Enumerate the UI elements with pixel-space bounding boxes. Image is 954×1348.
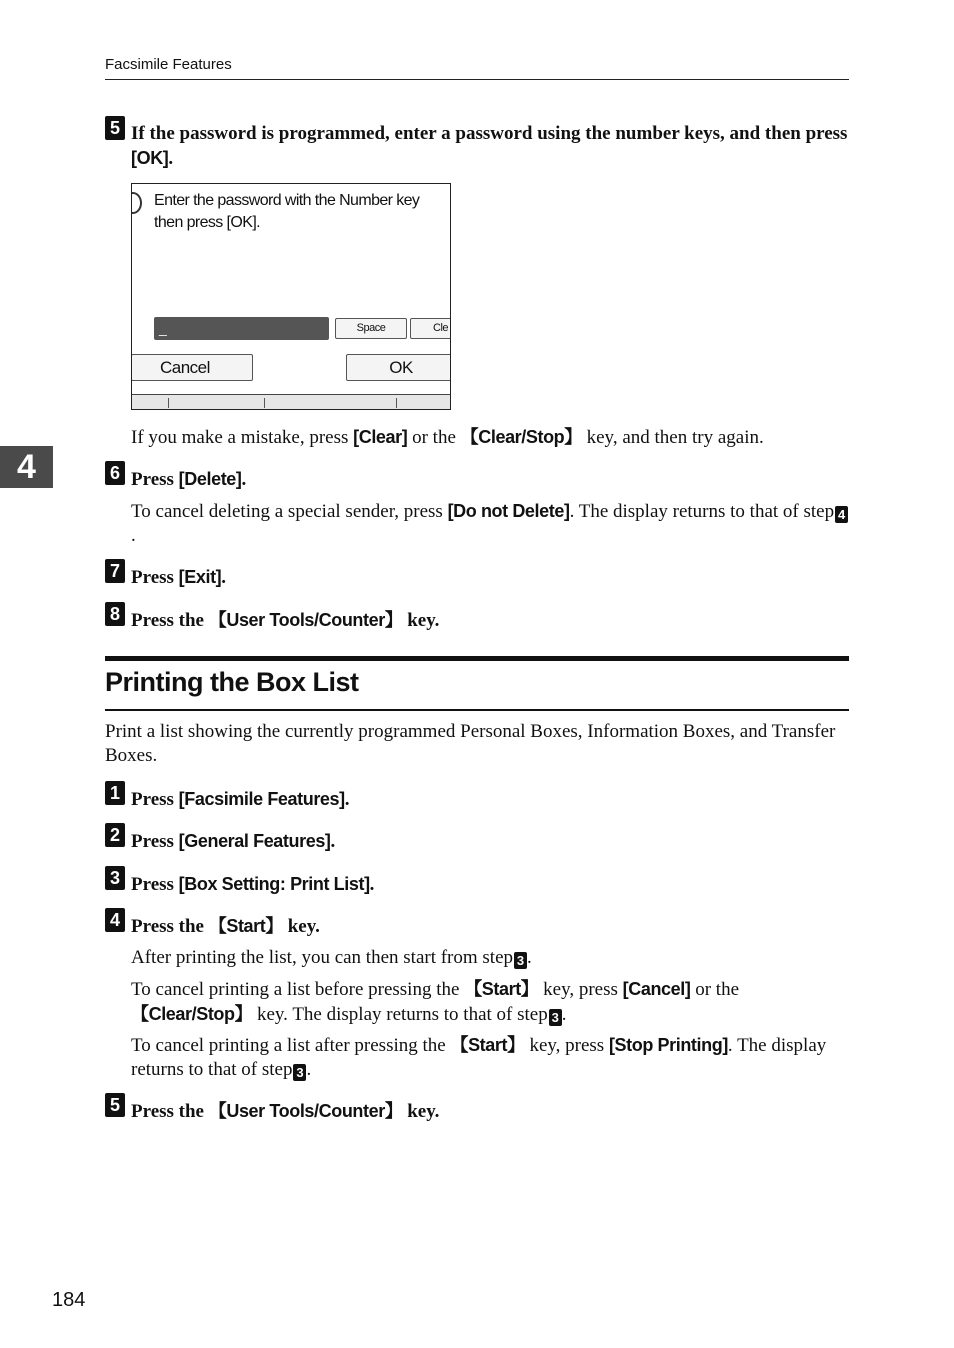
key-label: 【Clear/Stop】 — [460, 427, 582, 447]
header-rule — [105, 79, 849, 80]
note-mistake: If you make a mistake, press [Clear] or the 【Clear/Stop】 key, and then try again. — [131, 427, 764, 448]
prompt-icon — [131, 192, 142, 214]
clear-button[interactable]: Cle — [410, 318, 451, 339]
step-title: Press the 【Start】 key. — [131, 916, 320, 937]
note-cancel-after: To cancel printing a list after pressing the 【Start】 key, press [Stop Printing]. The display returns to that of step 3 . — [131, 1035, 827, 1080]
step-badge: 4 — [105, 908, 125, 932]
key-label: [Box Setting: Print List] — [178, 874, 370, 894]
key-label: [Cancel] — [622, 979, 691, 999]
step-title: Press [Box Setting: Print List]. — [131, 874, 375, 895]
step-badge: 5 — [105, 1093, 125, 1117]
step-badge: 5 — [105, 116, 125, 140]
section-intro: Print a list showing the currently programmed Personal Boxes, Information Boxes, and Transfer Boxes. — [105, 721, 836, 766]
step-ref: 3 — [514, 952, 527, 969]
step-badge: 2 — [105, 823, 125, 847]
section-title: Printing the Box List — [105, 667, 359, 697]
screen-message: Enter the password with the Number key then press [OK]. — [154, 192, 420, 231]
key-label: [General Features] — [178, 831, 331, 851]
key-label: 【User Tools/Counter】 — [208, 610, 403, 630]
key-label: [Exit] — [178, 567, 222, 587]
section-rule — [105, 656, 849, 661]
step-ref: 3 — [549, 1009, 562, 1026]
page-number: 184 — [52, 1289, 86, 1311]
note-cancel-before: To cancel printing a list before pressing the 【Start】 key, press [Cancel] or the 【Clear/Stop】 key. The display returns to that of step 3 . — [131, 979, 740, 1025]
key-label: [Facsimile Features] — [178, 789, 345, 809]
step-title: Press [Facsimile Features]. — [131, 789, 350, 810]
step-title: Press [General Features]. — [131, 831, 336, 852]
password-input[interactable]: _ — [154, 317, 329, 340]
step-ref: 3 — [293, 1064, 306, 1081]
key-label: [Clear] — [353, 427, 408, 447]
key-label: [OK] — [131, 148, 169, 168]
step-badge: 6 — [105, 461, 125, 485]
password-screen — [131, 183, 451, 410]
screen-status-bar — [132, 394, 450, 410]
key-label: 【Clear/Stop】 — [131, 1004, 253, 1024]
note-cancel-delete: To cancel deleting a special sender, press [Do not Delete]. The display returns to that of step 4. — [131, 499, 849, 548]
step-title: If the password is programmed, enter a password using the number keys, and then press [OK]. — [131, 123, 848, 169]
key-label: 【Start】 — [450, 1035, 525, 1055]
step-title: Press the 【User Tools/Counter】 key. — [131, 610, 440, 631]
step-badge: 1 — [105, 781, 125, 805]
space-button[interactable]: Space — [335, 318, 407, 339]
chapter-tab: 4 — [0, 446, 53, 488]
step-ref: 4 — [835, 506, 848, 523]
step-title: Press the 【User Tools/Counter】 key. — [131, 1101, 440, 1122]
key-label: [Stop Printing] — [608, 1035, 728, 1055]
step-badge: 8 — [105, 602, 125, 626]
key-label: [Delete] — [178, 469, 242, 489]
step-title: Press [Exit]. — [131, 567, 227, 588]
step-badge: 3 — [105, 866, 125, 890]
key-label: [Do not Delete] — [447, 501, 570, 521]
section-rule — [105, 709, 849, 711]
ok-button[interactable]: OK — [346, 354, 451, 381]
key-label: 【User Tools/Counter】 — [208, 1101, 403, 1121]
running-header: Facsimile Features — [105, 56, 232, 73]
key-label: 【Start】 — [208, 916, 283, 936]
step-title: Press [Delete]. — [131, 469, 247, 490]
note-after-print: After printing the list, you can then start from step 3 . — [131, 947, 532, 968]
key-label: 【Start】 — [464, 979, 539, 999]
cancel-button[interactable]: Cancel — [131, 354, 253, 381]
step-badge: 7 — [105, 559, 125, 583]
